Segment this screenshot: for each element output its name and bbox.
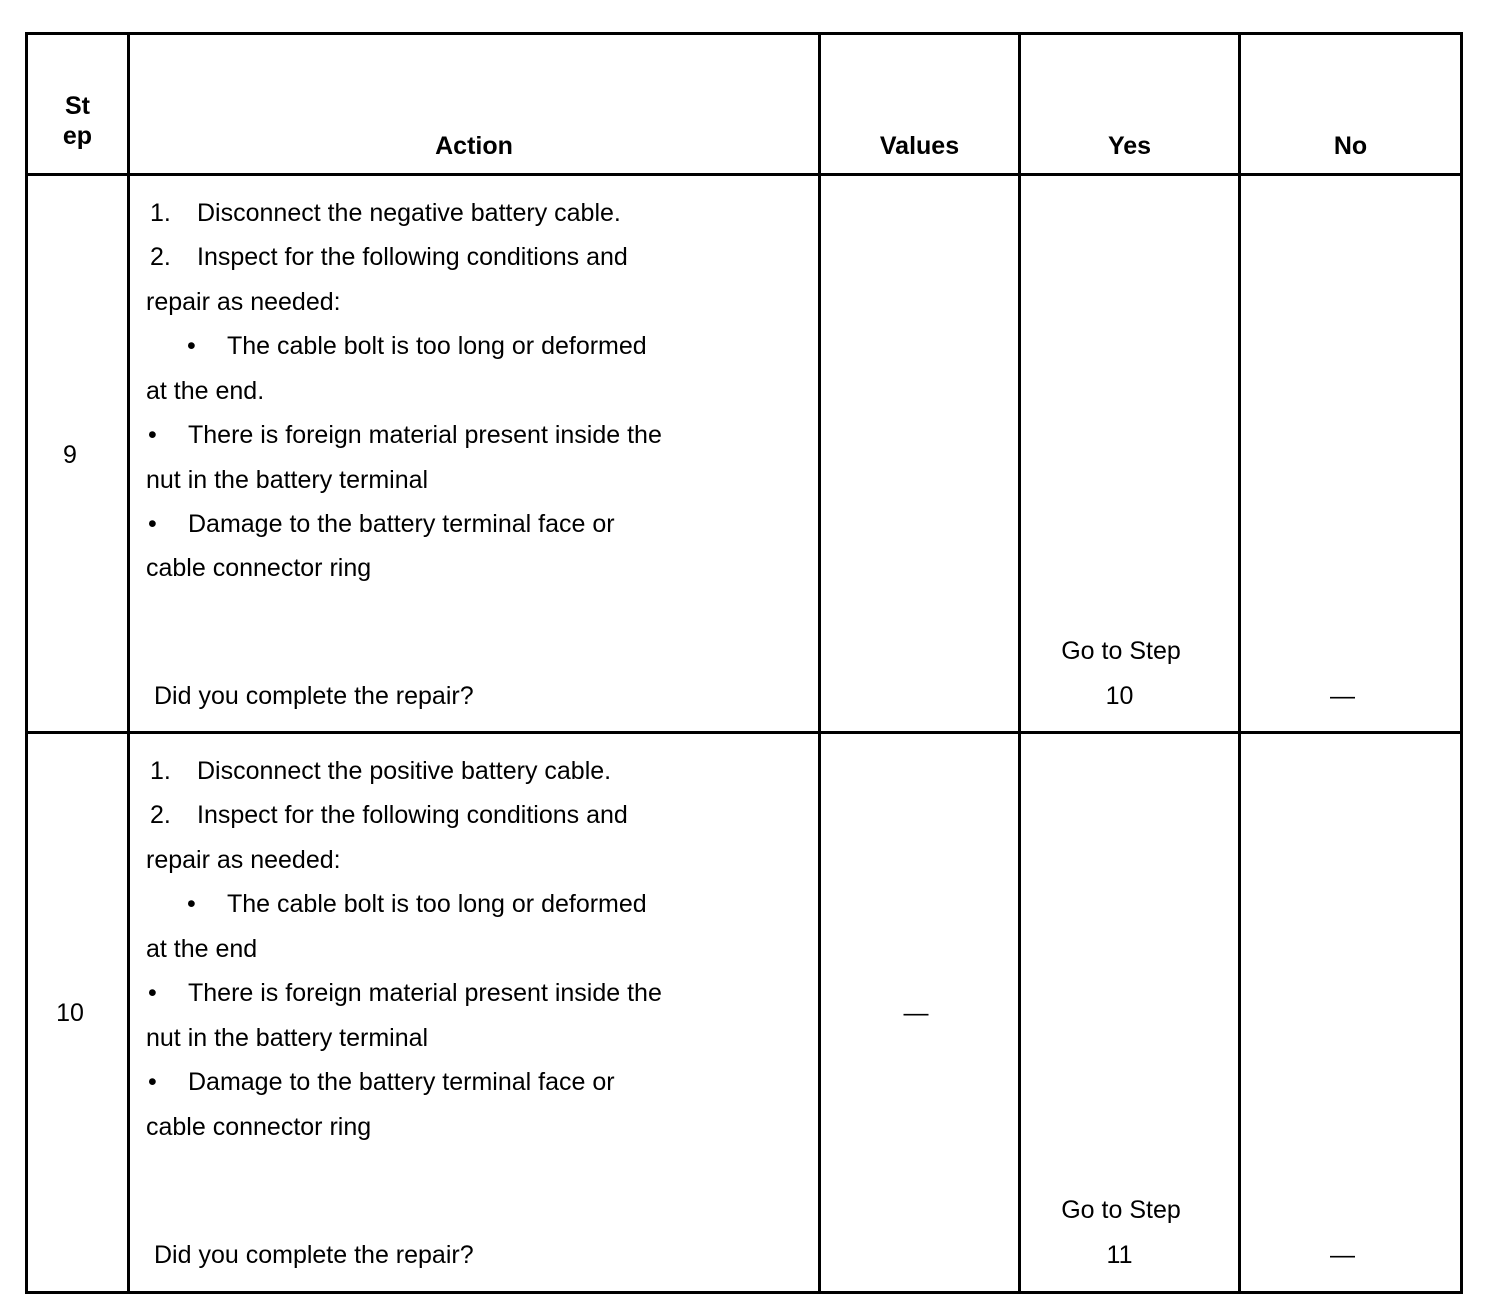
bullet-icon: • [148, 510, 157, 538]
action-question: Did you complete the repair? [154, 1241, 474, 1269]
bullet-icon: • [187, 332, 196, 360]
action-item-2 [150, 800, 628, 830]
bullet-text: There is foreign material present inside the [188, 421, 662, 449]
bullet-text: The cable bolt is too long or deformed [227, 332, 647, 360]
no-cell: — [1330, 682, 1355, 710]
bullet-icon: • [148, 1068, 157, 1096]
header-no: No [1333, 132, 1368, 160]
action-item-2-continued: repair as needed: [146, 288, 341, 316]
bullet-icon: • [148, 421, 157, 449]
step-number: 10 [56, 999, 84, 1027]
bullet-item-1 [187, 331, 647, 361]
action-question: Did you complete the repair? [154, 682, 474, 710]
bullet-text: Damage to the battery terminal face or [188, 1068, 615, 1096]
list-number: 2. [150, 243, 171, 271]
action-item-2 [150, 242, 628, 272]
column-divider [127, 32, 130, 1294]
header-yes: Yes [1107, 132, 1152, 160]
header-step-line2: ep [62, 122, 93, 150]
header-step-line1: St [65, 92, 90, 120]
header-action: Action [435, 132, 513, 160]
action-item-1 [150, 198, 621, 228]
bullet-item-3 [148, 509, 615, 539]
bullet-icon: • [187, 890, 196, 918]
header-values: Values [879, 132, 960, 160]
list-text: Inspect for the following conditions and [197, 801, 628, 829]
bullet-text: The cable bolt is too long or deformed [227, 890, 647, 918]
bullet-icon: • [148, 979, 157, 1007]
bullet-item-2 [148, 978, 662, 1008]
list-number: 1. [150, 757, 171, 785]
column-divider [818, 32, 821, 1294]
bullet-item-3-continued: cable connector ring [146, 554, 372, 582]
bullet-item-3-continued: cable connector ring [146, 1113, 372, 1141]
bullet-text: Damage to the battery terminal face or [188, 510, 615, 538]
list-number: 2. [150, 801, 171, 829]
yes-goto-label: Go to Step [1061, 637, 1181, 665]
no-cell: — [1330, 1241, 1355, 1269]
bullet-item-2-continued: nut in the battery terminal [146, 1024, 429, 1052]
column-divider [1238, 32, 1241, 1294]
action-item-1 [150, 756, 611, 786]
yes-goto-label: Go to Step [1061, 1196, 1181, 1224]
bullet-item-1 [187, 889, 647, 919]
row-divider [25, 731, 1463, 734]
yes-goto-step: 10 [1105, 682, 1134, 710]
list-text: Inspect for the following conditions and [197, 243, 628, 271]
step-number: 9 [63, 441, 77, 469]
header-step [28, 91, 127, 151]
yes-goto-step: 11 [1106, 1241, 1133, 1269]
bullet-item-2-continued: nut in the battery terminal [146, 466, 429, 494]
list-number: 1. [150, 199, 171, 227]
bullet-item-1-continued: at the end. [146, 377, 265, 405]
row-divider [25, 173, 1463, 176]
bullet-text: There is foreign material present inside the [188, 979, 662, 1007]
list-text: Disconnect the negative battery cable. [197, 199, 621, 227]
action-item-2-continued: repair as needed: [146, 846, 341, 874]
values-cell: — [903, 999, 929, 1027]
bullet-item-2 [148, 420, 662, 450]
list-text: Disconnect the positive battery cable. [197, 757, 612, 785]
bullet-item-3 [148, 1067, 615, 1097]
bullet-item-1-continued: at the end [146, 935, 258, 963]
